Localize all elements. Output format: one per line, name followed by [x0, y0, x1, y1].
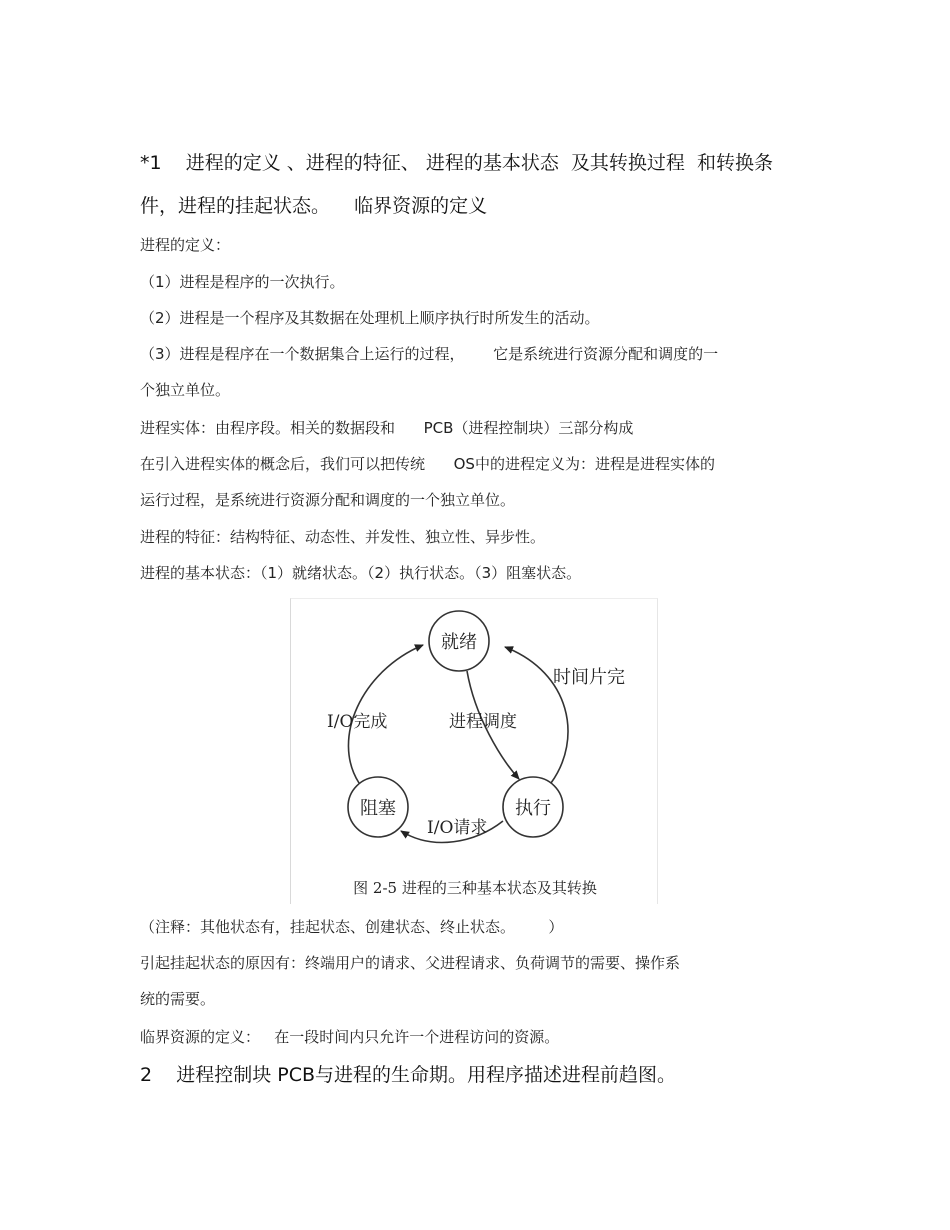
section-heading-1-line-1: *1 进程的定义 、进程的特征、 进程的基本状态 及其转换过程 和转换条 — [140, 152, 773, 174]
io-request-label: I/O请求 — [427, 818, 488, 838]
running-state-label: 执行 — [515, 798, 551, 819]
io-done-label: I/O完成 — [327, 712, 388, 732]
paragraph-os-definition-line-1: 在引入进程实体的概念后，我们可以把传统 OS中的进程定义为：进程是进程实体的 — [140, 455, 715, 473]
blocked-state-label: 阻塞 — [360, 798, 396, 819]
paragraph-process-features: 进程的特征：结构特征、动态性、并发性、独立性、异步性。 — [140, 528, 546, 546]
paragraph-suspend-causes-line-2: 统的需要。 — [140, 990, 216, 1008]
paragraph-definition-3-line-1: （3）进程是程序在一个数据集合上运行的过程， 它是系统进行资源分配和调度的一 — [140, 345, 719, 363]
section-heading-2: 2 进程控制块 PCB与进程的生命期。用程序描述进程前趋图。 — [140, 1064, 677, 1086]
timeslice-label: 时间片完 — [553, 667, 625, 688]
section-heading-1-line-2: 件，进程的挂起状态。 临界资源的定义 — [140, 195, 488, 217]
paragraph-definition-2: （2）进程是一个程序及其数据在处理机上顺序执行时所发生的活动。 — [140, 309, 600, 327]
dispatch-label: 进程调度 — [449, 712, 517, 732]
paragraph-basic-states: 进程的基本状态：（1）就绪状态。（2）执行状态。（3）阻塞状态。 — [140, 564, 582, 582]
process-state-diagram — [290, 598, 658, 904]
state-diagram-svg — [291, 599, 658, 904]
paragraph-definition-3-line-2: 个独立单位。 — [140, 381, 231, 399]
paragraph-other-states-note: （注释：其他状态有，挂起状态、创建状态、终止状态。 ） — [140, 918, 564, 936]
paragraph-suspend-causes-line-1: 引起挂起状态的原因有：终端用户的请求、父进程请求、负荷调节的需要、操作系 — [140, 954, 681, 972]
paragraph-critical-resource: 临界资源的定义： 在一段时间内只允许一个进程访问的资源。 — [140, 1028, 560, 1046]
paragraph-definition-1: （1）进程是程序的一次执行。 — [140, 273, 345, 291]
paragraph-os-definition-line-2: 运行过程，是系统进行资源分配和调度的一个独立单位。 — [140, 491, 516, 509]
paragraph-process-entity: 进程实体：由程序段。相关的数据段和 PCB（进程控制块）三部分构成 — [140, 419, 634, 437]
paragraph-process-definition-label: 进程的定义： — [140, 236, 231, 254]
figure-caption: 图 2-5 进程的三种基本状态及其转换 — [353, 879, 597, 897]
ready-state-label: 就绪 — [441, 632, 477, 653]
